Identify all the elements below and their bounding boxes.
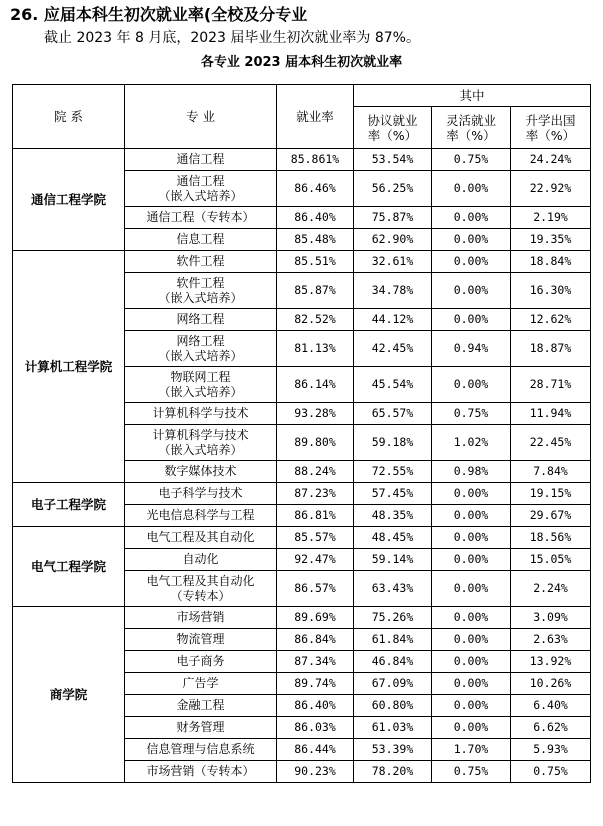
major-cell [125,739,277,761]
flexible-cell: 0.00% [432,695,511,717]
agreement-cell: 48.45% [354,527,432,549]
major-cell [125,461,277,483]
agreement-cell: 62.90% [354,229,432,251]
major-cell [125,695,277,717]
major-cell [125,251,277,273]
major-name-line: 网络工程 [176,333,225,348]
major-cell [125,607,277,629]
rate-cell: 92.47% [277,549,354,571]
flexible-cell: 0.98% [432,461,511,483]
further-cell: 12.62% [511,309,591,331]
agreement-cell: 60.80% [354,695,432,717]
agreement-cell: 61.03% [354,717,432,739]
rate-cell: 86.40% [277,207,354,229]
major-name-line: 通信工程（专转本） [146,210,255,224]
major-name-line: 物流管理 [176,632,225,646]
further-cell: 11.94% [511,403,591,425]
dept-cell: 通信工程学院 [13,149,125,251]
agreement-cell: 45.54% [354,367,432,403]
rate-cell: 86.03% [277,717,354,739]
major-cell [125,761,277,783]
flexible-cell: 0.00% [432,717,511,739]
table-row [13,607,591,629]
major-name-line: 信息管理与信息系统 [146,742,255,756]
rate-cell: 88.24% [277,461,354,483]
employment-rate-table [12,84,591,783]
major-name-line: （嵌入式培养） [158,348,243,363]
agreement-cell: 59.18% [354,425,432,461]
further-cell: 6.40% [511,695,591,717]
further-cell: 19.15% [511,483,591,505]
further-cell: 3.09% [511,607,591,629]
major-name-line: 自动化 [182,552,219,566]
agreement-cell: 42.45% [354,331,432,367]
agreement-cell: 53.39% [354,739,432,761]
rate-cell: 86.14% [277,367,354,403]
further-cell: 2.63% [511,629,591,651]
table-body [13,149,591,783]
header-agreement-line2: 率（%） [367,127,418,143]
table-caption: 各专业 2023 届本科生初次就业率 [200,55,403,70]
section-heading: 26. 应届本科生初次就业率(全校及分专业 [10,5,308,24]
flexible-cell: 0.00% [432,483,511,505]
further-cell: 2.19% [511,207,591,229]
agreement-cell: 59.14% [354,549,432,571]
table-row [13,251,591,273]
dept-cell: 商学院 [13,607,125,783]
header-flexible [432,107,511,149]
rate-cell: 85.48% [277,229,354,251]
flexible-cell: 0.94% [432,331,511,367]
major-name-line: 通信工程 [176,152,225,166]
flexible-cell: 0.00% [432,527,511,549]
rate-cell: 81.13% [277,331,354,367]
major-name-line: 计算机科学与技术 [152,406,249,420]
header-dept: 院 系 [13,85,125,149]
flexible-cell: 0.00% [432,549,511,571]
further-cell: 15.05% [511,549,591,571]
intro-text: 截止 2023 年 8 月底，2023 届毕业生初次就业率为 87%。 [44,30,420,46]
header-agreement-line1: 协议就业 [367,112,418,128]
major-cell [125,549,277,571]
rate-cell: 85.87% [277,273,354,309]
flexible-cell: 0.00% [432,629,511,651]
header-group: 其中 [354,85,591,107]
flexible-cell: 0.00% [432,505,511,527]
agreement-cell: 57.45% [354,483,432,505]
table-row [13,483,591,505]
further-cell: 28.71% [511,367,591,403]
rate-cell: 87.23% [277,483,354,505]
header-further-line1: 升学出国 [525,112,576,128]
header-further-line2: 率（%） [525,127,576,143]
major-name-line: 市场营销 [176,610,225,624]
agreement-cell: 56.25% [354,171,432,207]
major-name-line: 电气工程及其自动化 [146,573,255,588]
major-cell [125,309,277,331]
dept-cell: 电气工程学院 [13,527,125,607]
further-cell: 18.56% [511,527,591,549]
major-name-line: 网络工程 [176,312,225,326]
major-cell [125,331,277,367]
table-row [13,149,591,171]
major-cell [125,207,277,229]
further-cell: 22.45% [511,425,591,461]
agreement-cell: 63.43% [354,571,432,607]
agreement-cell: 46.84% [354,651,432,673]
major-name-line: 财务管理 [176,720,225,734]
major-name-line: 电子商务 [176,654,225,668]
major-name-line: 电子科学与技术 [158,486,243,500]
major-cell [125,717,277,739]
rate-cell: 86.46% [277,171,354,207]
agreement-cell: 65.57% [354,403,432,425]
major-name-line: 光电信息科学与工程 [146,508,255,522]
rate-cell: 87.34% [277,651,354,673]
agreement-cell: 75.26% [354,607,432,629]
further-cell: 18.84% [511,251,591,273]
major-cell [125,425,277,461]
major-name-line: （嵌入式培养） [158,442,243,457]
rate-cell: 86.84% [277,629,354,651]
rate-cell: 85.861% [277,149,354,171]
flexible-cell: 0.00% [432,607,511,629]
agreement-cell: 67.09% [354,673,432,695]
rate-cell: 86.57% [277,571,354,607]
flexible-cell: 1.70% [432,739,511,761]
rate-cell: 93.28% [277,403,354,425]
dept-cell: 计算机工程学院 [13,251,125,483]
major-name-line: 软件工程 [176,275,225,290]
rate-cell: 86.81% [277,505,354,527]
rate-cell: 89.74% [277,673,354,695]
major-cell [125,673,277,695]
rate-cell: 85.51% [277,251,354,273]
flexible-cell: 0.00% [432,571,511,607]
header-flexible-line1: 灵活就业 [445,112,496,128]
rate-cell: 82.52% [277,309,354,331]
major-name-line: （专转本） [170,588,231,603]
major-name-line: 广告学 [182,676,219,690]
major-cell [125,629,277,651]
further-cell: 19.35% [511,229,591,251]
rate-cell: 89.69% [277,607,354,629]
flexible-cell: 0.00% [432,273,511,309]
major-name-line: 电气工程及其自动化 [146,530,255,544]
agreement-cell: 32.61% [354,251,432,273]
agreement-cell: 34.78% [354,273,432,309]
rate-cell: 86.44% [277,739,354,761]
major-cell [125,403,277,425]
agreement-cell: 53.54% [354,149,432,171]
further-cell: 13.92% [511,651,591,673]
major-cell [125,505,277,527]
further-cell: 10.26% [511,673,591,695]
further-cell: 24.24% [511,149,591,171]
major-name-line: 数字媒体技术 [164,464,237,478]
major-name-line: 软件工程 [176,254,225,268]
major-name-line: 物联网工程 [170,369,231,384]
agreement-cell: 48.35% [354,505,432,527]
header-rate: 就业率 [277,85,354,149]
flexible-cell: 0.00% [432,207,511,229]
further-cell: 6.62% [511,717,591,739]
agreement-cell: 44.12% [354,309,432,331]
major-name-line: 通信工程 [176,173,225,188]
flexible-cell: 0.00% [432,251,511,273]
flexible-cell: 0.75% [432,149,511,171]
flexible-cell: 1.02% [432,425,511,461]
flexible-cell: 0.75% [432,403,511,425]
major-name-line: （嵌入式培养） [158,290,243,305]
agreement-cell: 72.55% [354,461,432,483]
agreement-cell: 75.87% [354,207,432,229]
further-cell: 0.75% [511,761,591,783]
major-name-line: 信息工程 [176,232,225,246]
further-cell: 7.84% [511,461,591,483]
major-cell [125,483,277,505]
rate-cell: 86.40% [277,695,354,717]
further-cell: 18.87% [511,331,591,367]
major-cell [125,527,277,549]
flexible-cell: 0.00% [432,229,511,251]
further-cell: 22.92% [511,171,591,207]
major-cell [125,171,277,207]
major-name-line: 计算机科学与技术 [152,427,249,442]
flexible-cell: 0.00% [432,171,511,207]
rate-cell: 85.57% [277,527,354,549]
header-agreement [354,107,432,149]
major-cell [125,229,277,251]
flexible-cell: 0.00% [432,673,511,695]
major-cell [125,149,277,171]
header-flexible-line2: 率（%） [446,127,496,143]
further-cell: 16.30% [511,273,591,309]
agreement-cell: 61.84% [354,629,432,651]
dept-cell: 电子工程学院 [13,483,125,527]
major-cell [125,571,277,607]
flexible-cell: 0.00% [432,651,511,673]
rate-cell: 89.80% [277,425,354,461]
major-name-line: （嵌入式培养） [158,188,243,203]
major-cell [125,273,277,309]
major-cell [125,367,277,403]
flexible-cell: 0.00% [432,367,511,403]
further-cell: 29.67% [511,505,591,527]
rate-cell: 90.23% [277,761,354,783]
agreement-cell: 78.20% [354,761,432,783]
major-name-line: 市场营销（专转本） [146,764,255,778]
major-cell [125,651,277,673]
major-name-line: 金融工程 [176,698,225,712]
table-row [13,527,591,549]
flexible-cell: 0.75% [432,761,511,783]
header-major: 专 业 [125,85,277,149]
further-cell: 5.93% [511,739,591,761]
major-name-line: （嵌入式培养） [158,384,243,399]
flexible-cell: 0.00% [432,309,511,331]
further-cell: 2.24% [511,571,591,607]
header-further [511,107,591,149]
